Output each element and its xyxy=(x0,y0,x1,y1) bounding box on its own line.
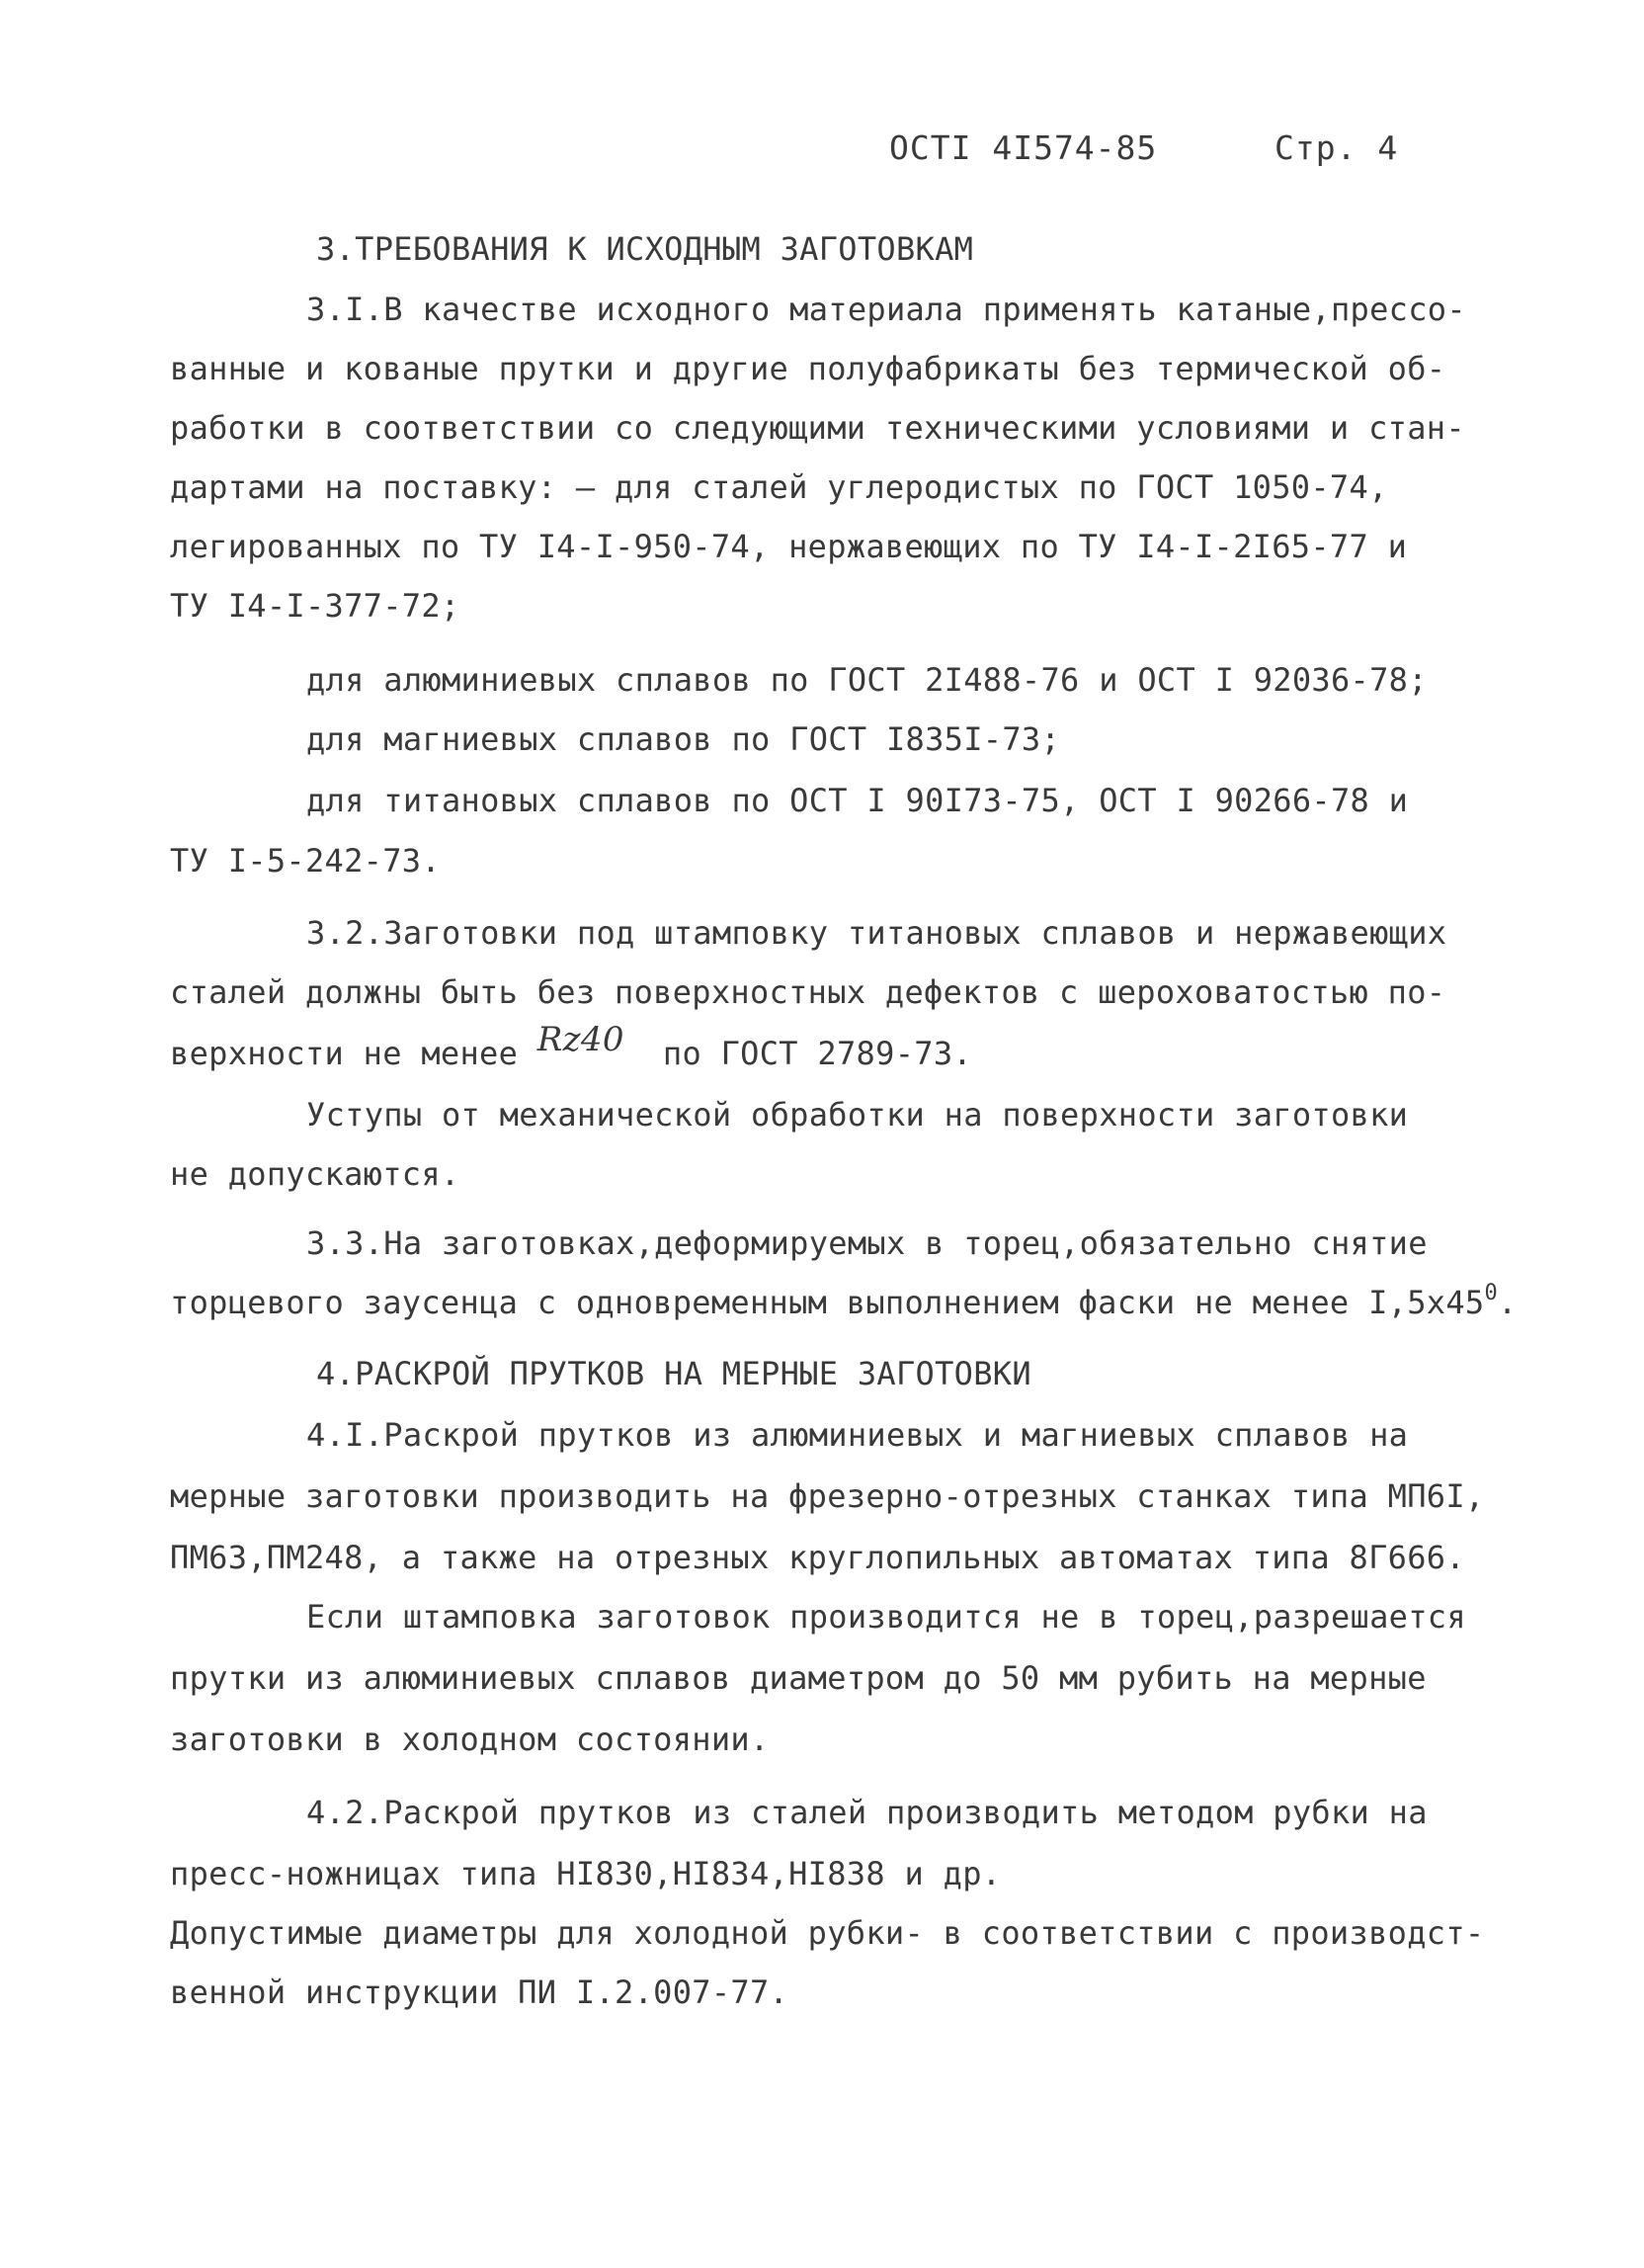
paragraph-4-1b-line: прутки из алюминиевых сплавов диаметром до 50 мм рубить на мерные xyxy=(170,1659,1427,1697)
ledges-line: не допускаются. xyxy=(170,1155,460,1193)
titanium-alloys-line: ТУ I-5-242-73. xyxy=(170,842,441,880)
paragraph-3-1-line: дартами на поставку: – для сталей углеродистых по ГОСТ 1050-74, xyxy=(170,468,1388,506)
roughness-value: 40 xyxy=(580,1020,624,1059)
paragraph-3-2-line: 3.2.Заготовки под штамповку титановых сплавов и нержавеющих xyxy=(306,914,1447,952)
paragraph-3-2-text: верхности не менее xyxy=(170,1035,519,1072)
paragraph-3-1-line: 3.I.В качестве исходного материала применять катаные,прессо- xyxy=(306,291,1466,328)
paragraph-3-3-end: . xyxy=(1498,1284,1518,1321)
page-number: Стр. 4 xyxy=(1274,128,1399,167)
paragraph-3-3-line xyxy=(170,1283,1518,1327)
paragraph-3-2-line xyxy=(170,1020,972,1073)
magnesium-alloys-line: для магниевых сплавов по ГОСТ I835I-73; xyxy=(306,720,1061,758)
paragraph-4-2-line: пресс-ножницах типа НI830,НI834,НI838 и др. xyxy=(170,1855,1002,1892)
paragraph-4-1-line: мерные заготовки производить на фрезерно-отрезных станках типа МП6I, xyxy=(170,1477,1485,1515)
aluminum-alloys-line: для алюминиевых сплавов по ГОСТ 2I488-76 и ОСТ I 92036-78; xyxy=(306,661,1428,699)
degree-superscript: 0 xyxy=(1484,1281,1499,1305)
paragraph-3-1-line: ванные и кованые прутки и другие полуфабрикаты без термической об- xyxy=(170,350,1446,387)
roughness-symbol: Rz xyxy=(536,1020,581,1059)
paragraph-3-3-text: торцевого заусенца с одновременным выполнением фаски не менее I,5х45 xyxy=(170,1284,1485,1321)
section-4-title: 4.РАСКРОЙ ПРУТКОВ НА МЕРНЫЕ ЗАГОТОВКИ xyxy=(316,1355,1031,1392)
titanium-alloys-line: для титановых сплавов по ОСТ I 90I73-75, ОСТ I 90266-78 и xyxy=(306,782,1409,819)
paragraph-3-1-line: легированных по ТУ I4-I-950-74, нержавеющих по ТУ I4-I-2I65-77 и xyxy=(170,528,1408,565)
document-number: ОСТI 4I574-85 xyxy=(889,128,1158,167)
paragraph-4-2-line: 4.2.Раскрой прутков из сталей производить методом рубки на xyxy=(306,1794,1428,1831)
section-3-title: 3.ТРЕБОВАНИЯ К ИСХОДНЫМ ЗАГОТОВКАМ xyxy=(316,230,974,268)
paragraph-4-1b-line: заготовки в холодном состоянии. xyxy=(170,1721,770,1758)
paragraph-4-1-line: ПМ63,ПМ248, а также на отрезных круглопильных автоматах типа 8Г666. xyxy=(170,1539,1465,1576)
ledges-line: Уступы от механической обработки на поверхности заготовки xyxy=(306,1096,1409,1134)
allowed-diameters-line: Допустимые диаметры для холодной рубки- в соответствии с производст- xyxy=(170,1914,1485,1952)
allowed-diameters-line: венной инструкции ПИ I.2.007-77. xyxy=(170,1974,789,2011)
paragraph-4-1-line: 4.I.Раскрой прутков из алюминиевых и магниевых сплавов на xyxy=(306,1416,1409,1454)
paragraph-3-1-line: работки в соответствии со следующими техническими условиями и стан- xyxy=(170,409,1465,447)
paragraph-3-2-line: сталей должны быть без поверхностных дефектов с шероховатостью по- xyxy=(170,973,1446,1011)
paragraph-3-2-text: по ГОСТ 2789-73. xyxy=(662,1035,972,1072)
paragraph-4-1b-line: Если штамповка заготовок производится не в торец,разрешается xyxy=(306,1598,1466,1636)
paragraph-3-3-line: 3.3.На заготовках,деформируемых в торец,обязательно снятие xyxy=(306,1224,1428,1262)
paragraph-3-1-line: ТУ I4-I-377-72; xyxy=(170,587,460,625)
